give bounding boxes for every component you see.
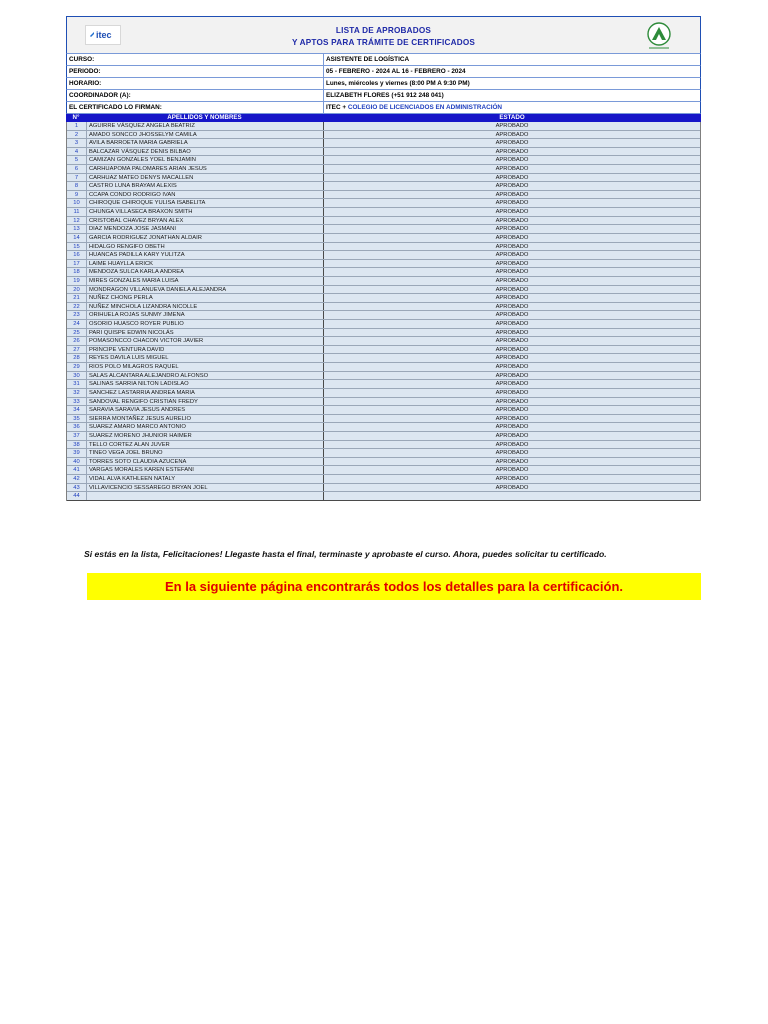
student-name: NUÑEZ MINCHOLA LIZANDRA NICOLLE	[87, 303, 324, 311]
status-value: APROBADO	[495, 312, 529, 319]
table-row	[67, 466, 700, 475]
student-name: SIERRA MONTAÑEZ JESUS AURELIO	[87, 415, 324, 423]
table-row	[67, 225, 700, 234]
row-number: 28	[67, 354, 87, 362]
student-name: CASTRO LUNA BRAYAM ALEXIS	[87, 182, 324, 190]
status-value: APROBADO	[495, 407, 529, 414]
table-row	[67, 423, 700, 432]
status-value: APROBADO	[495, 458, 529, 465]
row-number: 19	[67, 277, 87, 285]
row-number: 4	[67, 148, 87, 156]
table-row	[67, 148, 700, 157]
status-value: APROBADO	[495, 295, 529, 302]
row-number: 42	[67, 475, 87, 483]
status-value: APROBADO	[495, 191, 529, 198]
row-number: 35	[67, 415, 87, 423]
coordinador-label: COORDINADOR (A):	[67, 90, 324, 101]
status-value: APROBADO	[495, 381, 529, 388]
table-row	[67, 243, 700, 252]
table-row	[67, 475, 700, 484]
status-value: APROBADO	[495, 260, 529, 267]
table-row	[67, 303, 700, 312]
row-number: 15	[67, 243, 87, 251]
student-name: AMADO SONCCO JHOSSELYM CAMILA	[87, 131, 324, 139]
row-number: 24	[67, 320, 87, 328]
student-name: HUANCAS PADILLA KARY YULITZA	[87, 251, 324, 259]
status-value: APROBADO	[495, 131, 529, 138]
status-value: APROBADO	[495, 303, 529, 310]
table-row	[67, 484, 700, 493]
student-name: CARHUAPOMA PALOMARES ARIAN JESUS	[87, 165, 324, 173]
table-row	[67, 208, 700, 217]
table-row	[67, 174, 700, 183]
row-number: 11	[67, 208, 87, 216]
table-row	[67, 286, 700, 295]
table-row	[67, 165, 700, 174]
status-value: APROBADO	[495, 252, 529, 259]
student-name: CCAPA CONDO RODRIGO IVAN	[87, 191, 324, 199]
table-row	[67, 182, 700, 191]
student-name: TORRES SOTO CLAUDIA AZUCENA	[87, 458, 324, 466]
row-number: 1	[67, 122, 87, 130]
status-value: APROBADO	[495, 269, 529, 276]
student-name: CARHUAZ MATEO DENYS MACALLEN	[87, 174, 324, 182]
status-value: APROBADO	[495, 398, 529, 405]
row-number: 6	[67, 165, 87, 173]
status-value: APROBADO	[495, 277, 529, 284]
status-value: APROBADO	[495, 372, 529, 379]
status-value: APROBADO	[495, 338, 529, 345]
college-seal-logo	[644, 21, 674, 51]
student-name: BALCAZAR VÁSQUEZ DENIS BILBAO	[87, 148, 324, 156]
table-row	[67, 251, 700, 260]
table-row	[67, 131, 700, 140]
status-value: APROBADO	[495, 157, 529, 164]
row-number: 10	[67, 199, 87, 207]
table-row	[67, 320, 700, 329]
row-number: 3	[67, 139, 87, 147]
sheet-header	[66, 16, 701, 54]
student-name: AGUIRRE VÁSQUEZ ANGELA BEATRIZ	[87, 122, 324, 130]
row-number: 31	[67, 380, 87, 388]
student-name: LAIME HUAYLLA ERICK	[87, 260, 324, 268]
info-row-horario	[66, 78, 701, 90]
student-name: SANCHEZ LASTARRIA ANDREA MARIA	[87, 389, 324, 397]
congratulations-note: Si estás en la lista, Felicitaciones! Llegaste hasta el final, terminaste y aprobaste el curso. Ahora, puedes solicitar tu certificado.	[84, 549, 607, 559]
student-name: CAMIZAN GONZALES YOEL BENJAMIN	[87, 156, 324, 164]
table-row	[67, 217, 700, 226]
status-value	[324, 492, 700, 500]
student-name: OSORIO HUASCO ROYER PUBLIO	[87, 320, 324, 328]
row-number: 29	[67, 363, 87, 371]
firman-label: EL CERTIFICADO LO FIRMAN:	[67, 102, 324, 113]
student-name: SUAREZ AMARO MARCO ANTONIO	[87, 423, 324, 431]
approved-list-sheet	[66, 16, 701, 501]
status-value: APROBADO	[495, 226, 529, 233]
info-row-coordinador	[66, 90, 701, 102]
student-name: CHIROQUE CHIROQUE YULISA ISABELITA	[87, 199, 324, 207]
student-name: GARCIA RODRIGUEZ JONATHAN ALDAIR	[87, 234, 324, 242]
row-number: 27	[67, 346, 87, 354]
row-number: 21	[67, 294, 87, 302]
horario-value: Lunes, miércoles y viernes (8:00 PM A 9:30 PM)	[326, 80, 470, 87]
row-number: 34	[67, 406, 87, 414]
status-value: APROBADO	[495, 355, 529, 362]
status-value: APROBADO	[495, 424, 529, 431]
student-name: TINEO VEGA JOEL BRUNO	[87, 449, 324, 457]
row-number: 18	[67, 268, 87, 276]
student-name: MONDRAGON VILLANUEVA DANIELA ALEJANDRA	[87, 286, 324, 294]
row-number: 2	[67, 131, 87, 139]
table-row	[67, 449, 700, 458]
status-value: APROBADO	[495, 432, 529, 439]
table-row	[67, 441, 700, 450]
student-name: REYES DAVILA LUIS MIGUEL	[87, 354, 324, 362]
table-row	[67, 346, 700, 355]
row-number: 20	[67, 286, 87, 294]
status-value: APROBADO	[495, 389, 529, 396]
student-name: SANDOVAL RENGIFO CRISTIAN FREDY	[87, 398, 324, 406]
table-row	[67, 415, 700, 424]
status-value: APROBADO	[495, 209, 529, 216]
student-name: SALINAS SARRIA NILTON LADISLAO	[87, 380, 324, 388]
row-number: 16	[67, 251, 87, 259]
column-header-number: N°	[72, 114, 80, 121]
table-row	[67, 122, 700, 131]
firman-value-colegio: COLEGIO DE LICENCIADOS EN ADMINISTRACIÓN	[347, 104, 503, 111]
table-row	[67, 260, 700, 269]
table-header	[66, 114, 701, 122]
status-value: APROBADO	[495, 166, 529, 173]
info-row-firman	[66, 102, 701, 114]
row-number: 8	[67, 182, 87, 190]
student-name: VARGAS MORALES KAREN ESTEFANI	[87, 466, 324, 474]
table-body	[66, 122, 701, 501]
table-row	[67, 398, 700, 407]
table-row	[67, 311, 700, 320]
column-header-status: ESTADO	[499, 114, 525, 121]
status-value: APROBADO	[495, 174, 529, 181]
table-row	[67, 389, 700, 398]
status-value: APROBADO	[495, 364, 529, 371]
row-number: 12	[67, 217, 87, 225]
row-number: 44	[67, 492, 87, 500]
column-header-name: APELLIDOS Y NOMBRES	[167, 114, 242, 121]
student-name: TELLO CORTEZ ALAN JUVER	[87, 441, 324, 449]
status-value: APROBADO	[495, 415, 529, 422]
firman-value	[324, 102, 700, 113]
status-value: APROBADO	[495, 183, 529, 190]
status-value: APROBADO	[495, 484, 529, 491]
row-number: 7	[67, 174, 87, 182]
page-title	[67, 25, 700, 49]
status-value: APROBADO	[495, 467, 529, 474]
status-value: APROBADO	[495, 243, 529, 250]
status-value: APROBADO	[495, 346, 529, 353]
status-value: APROBADO	[495, 234, 529, 241]
row-number: 38	[67, 441, 87, 449]
row-number: 33	[67, 398, 87, 406]
student-name: HIDALGO RENGIFO OBETH	[87, 243, 324, 251]
table-row	[67, 337, 700, 346]
row-number: 22	[67, 303, 87, 311]
row-number: 36	[67, 423, 87, 431]
status-value: APROBADO	[495, 450, 529, 457]
student-name: CRISTOBAL CHAVEZ BRYAN ALEX	[87, 217, 324, 225]
table-row	[67, 199, 700, 208]
coordinador-value: ELIZABETH FLORES (+51 912 248 041)	[326, 92, 444, 99]
row-number: 13	[67, 225, 87, 233]
table-row	[67, 372, 700, 381]
periodo-value: 05 - FEBRERO - 2024 AL 16 - FEBRERO - 2024	[326, 68, 466, 75]
title-line-2: Y APTOS PARA TRÁMITE DE CERTIFICADOS	[291, 38, 476, 47]
table-row	[67, 458, 700, 467]
student-name: VILLAVICENCIO SESSAREGO BRYAN JOEL	[87, 484, 324, 492]
student-name: CHUNGA VILLASECA BRAXON SMITH	[87, 208, 324, 216]
student-name: NUÑEZ CHONG PERLA	[87, 294, 324, 302]
firman-value-itec: ITEC +	[326, 104, 348, 111]
student-name: MENDOZA SULCA KARLA ANDREA	[87, 268, 324, 276]
curso-value: ASISTENTE DE LOGÍSTICA	[326, 56, 410, 63]
status-value: APROBADO	[495, 329, 529, 336]
student-name: ORIHUELA ROJAS SUNMY JIMENA	[87, 311, 324, 319]
table-row	[67, 139, 700, 148]
row-number: 40	[67, 458, 87, 466]
row-number: 39	[67, 449, 87, 457]
student-name: MIRES GONZALES MARIA LUISA	[87, 277, 324, 285]
row-number: 32	[67, 389, 87, 397]
title-line-1: LISTA DE APROBADOS	[335, 26, 432, 35]
table-row	[67, 268, 700, 277]
table-row	[67, 363, 700, 372]
table-row	[67, 234, 700, 243]
table-row	[67, 191, 700, 200]
table-row	[67, 294, 700, 303]
periodo-label: PERIODO:	[67, 66, 324, 77]
table-row	[67, 492, 700, 501]
row-number: 25	[67, 329, 87, 337]
table-row	[67, 406, 700, 415]
student-name	[87, 492, 324, 500]
row-number: 14	[67, 234, 87, 242]
status-value: APROBADO	[495, 148, 529, 155]
status-value: APROBADO	[495, 217, 529, 224]
row-number: 30	[67, 372, 87, 380]
row-number: 41	[67, 466, 87, 474]
row-number: 37	[67, 432, 87, 440]
row-number: 17	[67, 260, 87, 268]
table-row	[67, 432, 700, 441]
certification-banner: En la siguiente página encontrarás todos los detalles para la certificación.	[87, 573, 701, 600]
status-value: APROBADO	[495, 286, 529, 293]
table-row	[67, 277, 700, 286]
student-name: VIDAL ALVA KATHLEEN NATALY	[87, 475, 324, 483]
table-row	[67, 380, 700, 389]
status-value: APROBADO	[495, 441, 529, 448]
row-number: 26	[67, 337, 87, 345]
row-number: 5	[67, 156, 87, 164]
student-name: SUAREZ MORENO JHUNIOR HAIMER	[87, 432, 324, 440]
curso-label: CURSO:	[67, 54, 324, 65]
student-name: POMASONCCO CHACON VICTOR JAVIER	[87, 337, 324, 345]
status-value: APROBADO	[495, 140, 529, 147]
student-name: AVILA BARROETA MARIA GABRIELA	[87, 139, 324, 147]
student-name: RIOS POLO MILAGROS RAQUEL	[87, 363, 324, 371]
status-value: APROBADO	[495, 475, 529, 482]
row-number: 9	[67, 191, 87, 199]
info-row-periodo	[66, 66, 701, 78]
student-name: PRINCIPE VENTURA DAVID	[87, 346, 324, 354]
status-value: APROBADO	[495, 321, 529, 328]
status-value: APROBADO	[495, 123, 529, 129]
student-name: PARI QUISPE EDWIN NICOLÁS	[87, 329, 324, 337]
info-row-curso	[66, 54, 701, 66]
table-row	[67, 354, 700, 363]
student-name: SARAVIA SARAVIA JESUS ANDRES	[87, 406, 324, 414]
itec-logo-text: itec	[96, 30, 112, 40]
status-value: APROBADO	[495, 200, 529, 207]
row-number: 23	[67, 311, 87, 319]
student-name: DIAZ MENDOZA JOSE JASMANI	[87, 225, 324, 233]
horario-label: HORARIO:	[67, 78, 324, 89]
student-name: SALAS ALCANTARA ALEJANDRO ALFONSO	[87, 372, 324, 380]
table-row	[67, 156, 700, 165]
row-number: 43	[67, 484, 87, 492]
table-row	[67, 329, 700, 338]
